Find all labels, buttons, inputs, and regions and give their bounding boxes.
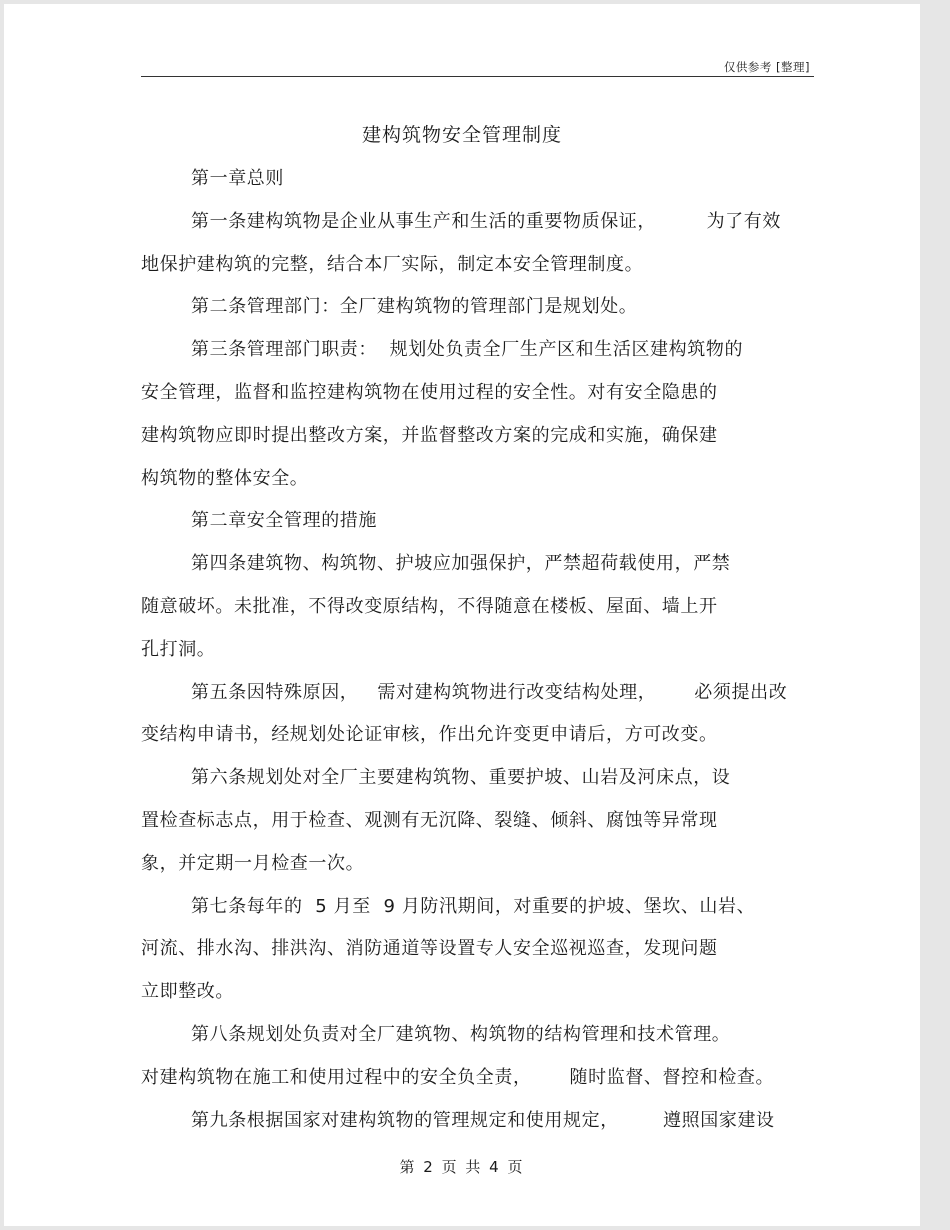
paragraph-line: 第六条规划处对全厂主要建构筑物、重要护坡、山岩及河床点，设 bbox=[191, 767, 731, 789]
paragraph-line: 随意破坏。未批准，不得改变原结构，不得随意在楼板、屋面、墙上开 bbox=[141, 595, 718, 617]
paragraph-line: 地保护建构筑的完整，结合本厂实际，制定本安全管理制度。 bbox=[141, 253, 644, 275]
paragraph-line: 置检查标志点，用于检查、观测有无沉降、裂缝、倾斜、腐蚀等异常现 bbox=[141, 809, 718, 831]
header-divider bbox=[141, 76, 814, 77]
paragraph-line: 构筑物的整体安全。 bbox=[141, 467, 309, 489]
paragraph-line: 第七条每年的 5 月至 9 月防汛期间，对重要的护坡、堡坎、山岩、 bbox=[191, 895, 756, 917]
paragraph-line: 第五条因特殊原因， 需对建构筑物进行改变结构处理， 必须提出改 bbox=[191, 681, 788, 703]
chapter-heading: 第二章安全管理的措施 bbox=[191, 510, 377, 532]
paragraph-line: 河流、排水沟、排洪沟、消防通道等设置专人安全巡视巡查，发现问题 bbox=[141, 938, 718, 960]
paragraph-line: 安全管理，监督和监控建构筑物在使用过程的安全性。对有安全隐患的 bbox=[141, 381, 718, 403]
document-page bbox=[4, 4, 920, 1226]
paragraph-line: 第一条建构筑物是企业从事生产和生活的重要物质保证， 为了有效 bbox=[191, 210, 781, 232]
paragraph-line: 立即整改。 bbox=[141, 981, 234, 1003]
paragraph-line: 第八条规划处负责对全厂建筑物、构筑物的结构管理和技术管理。 bbox=[191, 1023, 731, 1045]
paragraph-line: 对建构筑物在施工和使用过程中的安全负全责， 随时监督、督控和检查。 bbox=[141, 1066, 775, 1088]
paragraph-line: 第四条建筑物、构筑物、护坡应加强保护，严禁超荷载使用，严禁 bbox=[191, 553, 731, 575]
header-note: 仅供参考 [整理] bbox=[723, 60, 810, 74]
paragraph-line: 变结构申请书，经规划处论证审核，作出允许变更申请后，方可改变。 bbox=[141, 724, 718, 746]
document-body bbox=[141, 158, 814, 1142]
paragraph-line: 第九条根据国家对建构筑物的管理规定和使用规定， 遵照国家建设 bbox=[191, 1109, 775, 1131]
chapter-heading: 第一章总则 bbox=[191, 168, 284, 189]
page-number-footer: 第 2 页 共 4 页 bbox=[399, 1158, 525, 1176]
paragraph-line: 孔打洞。 bbox=[141, 638, 216, 660]
paragraph-line: 象，并定期一月检查一次。 bbox=[141, 852, 365, 874]
paragraph-line: 第三条管理部门职责： 规划处负责全厂生产区和生活区建构筑物的 bbox=[191, 339, 744, 361]
paragraph-line: 第二条管理部门：全厂建构筑物的管理部门是规划处。 bbox=[191, 296, 638, 318]
document-title: 建构筑物安全管理制度 bbox=[361, 124, 562, 146]
paragraph-line: 建构筑物应即时提出整改方案，并监督整改方案的完成和实施，确保建 bbox=[141, 424, 718, 446]
